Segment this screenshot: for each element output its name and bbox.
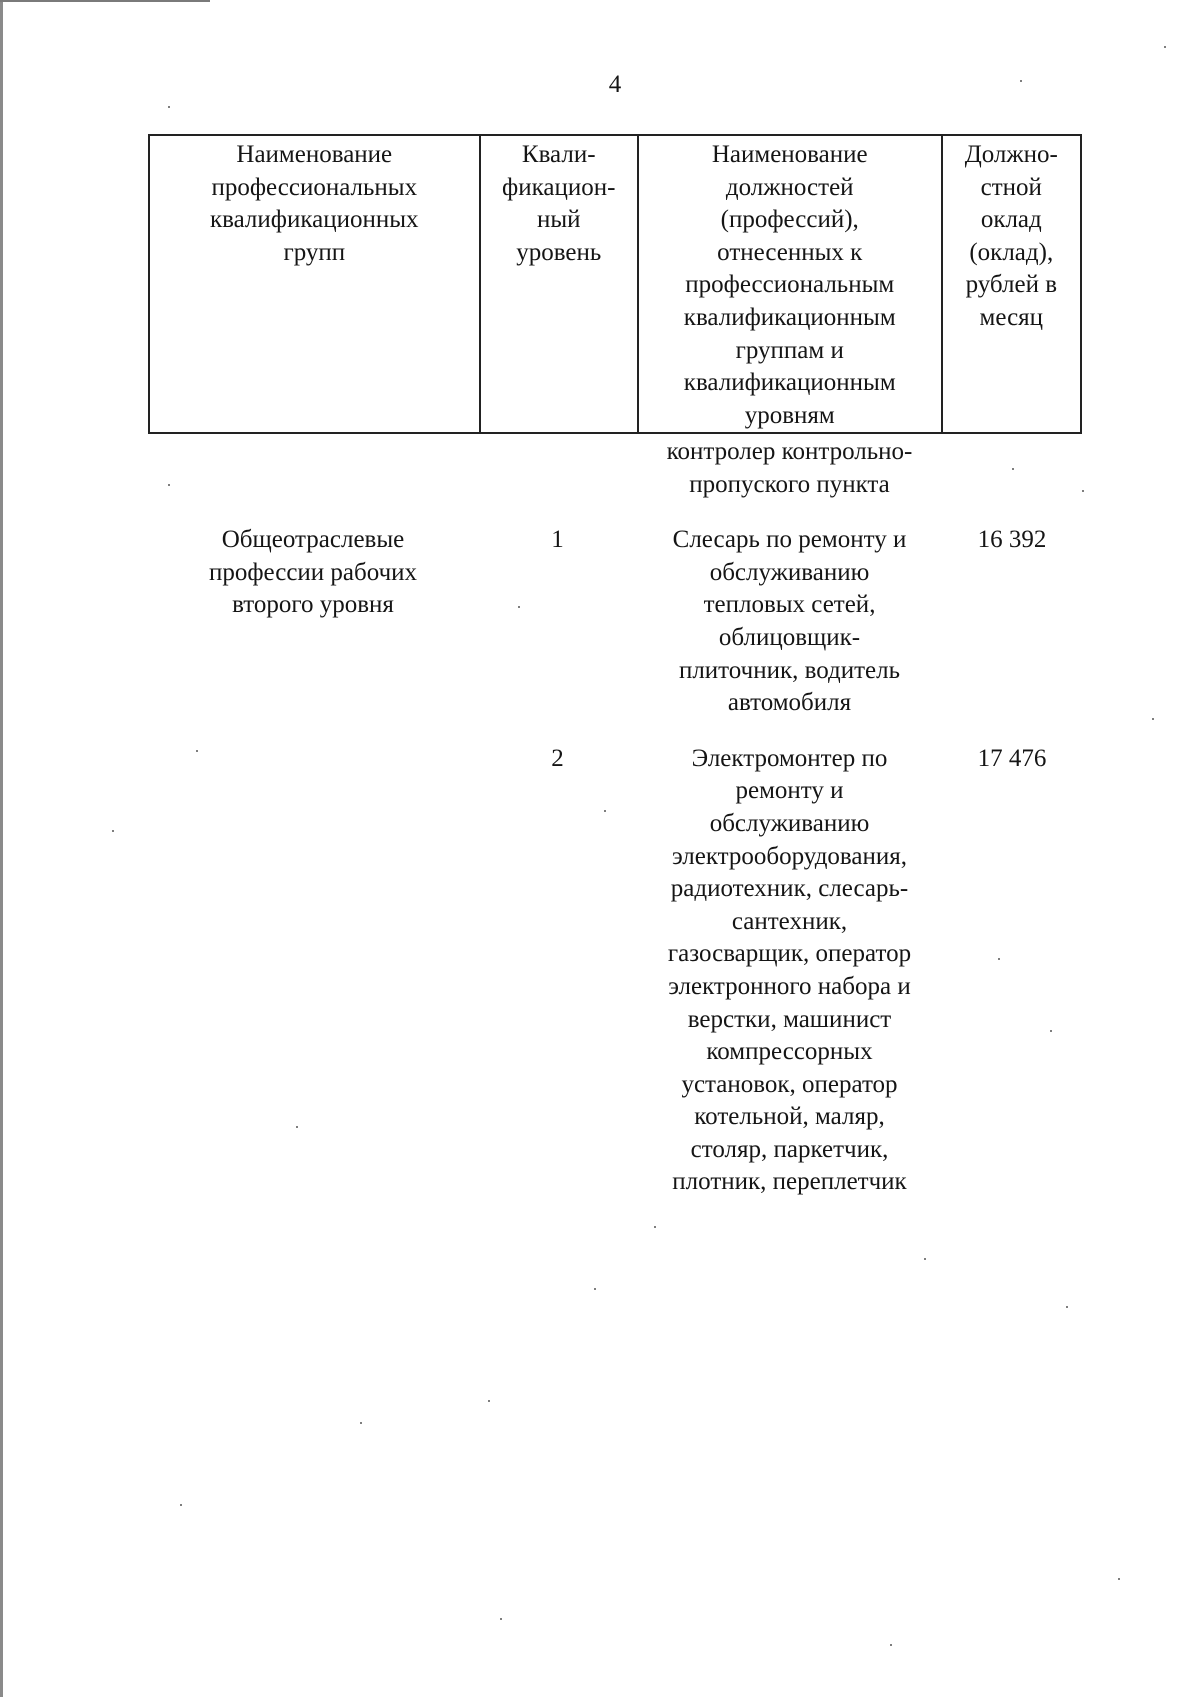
- positions-line: плиточник, водитель: [678, 656, 901, 684]
- scan-speck: [168, 106, 170, 108]
- scan-speck: [594, 1288, 596, 1290]
- positions-line: обслуживанию: [709, 558, 870, 586]
- header-line: групп: [283, 238, 346, 266]
- header-line: Должно-: [964, 141, 1058, 168]
- header-line: квалификационным: [683, 303, 896, 331]
- scan-speck: [998, 958, 1000, 960]
- positions-line: тепловых сетей,: [703, 591, 876, 619]
- header-line: профессиональным: [685, 271, 895, 299]
- scan-speck: [1050, 1030, 1052, 1032]
- header-line: должностей: [725, 173, 854, 201]
- positions-line: сантехник,: [731, 907, 848, 935]
- scan-speck: [112, 830, 114, 832]
- scan-speck: [924, 1258, 926, 1260]
- positions-line: котельной, маляр,: [694, 1103, 885, 1131]
- positions-cell: [637, 524, 942, 720]
- scan-speck: [890, 1644, 892, 1646]
- header-group-name: [150, 136, 479, 432]
- group-cell: [148, 743, 478, 1199]
- level-cell: [478, 436, 637, 501]
- header-line: Наименование: [236, 141, 393, 168]
- positions-line: плотник, переплетчик: [672, 1168, 907, 1196]
- positions-line: установок, оператор: [681, 1070, 898, 1098]
- positions-line: автомобиля: [727, 689, 852, 717]
- table-row: [148, 743, 1082, 1199]
- positions-line: ремонту и: [735, 777, 844, 805]
- header-line: (профессий),: [720, 206, 859, 234]
- table-row: [148, 524, 1082, 720]
- group-line: второго уровня: [232, 591, 394, 619]
- salary-cell: 17 476: [977, 744, 1047, 772]
- table-header-row: [148, 134, 1082, 434]
- scan-speck: [360, 1422, 362, 1424]
- header-line: рублей в: [965, 271, 1058, 299]
- header-line: ный: [536, 206, 581, 234]
- header-line: квалификационных: [210, 206, 419, 234]
- scan-edge-left: [0, 0, 3, 1697]
- scan-speck: [654, 1226, 656, 1228]
- positions-cell: [637, 743, 942, 1199]
- header-line: Квали-: [521, 141, 596, 168]
- positions-line: столяр, паркетчик,: [690, 1135, 889, 1163]
- group-cell: [148, 524, 478, 720]
- scan-speck: [296, 1126, 298, 1128]
- group-cell: [148, 436, 478, 501]
- scan-speck: [1012, 468, 1014, 470]
- scan-speck: [1118, 1578, 1120, 1580]
- level-cell: 2: [551, 744, 564, 772]
- header-line: уровень: [516, 238, 602, 266]
- header-line: (оклад),: [969, 238, 1054, 266]
- header-line: фикацион-: [502, 173, 616, 201]
- positions-line: электронного набора и: [668, 972, 911, 1000]
- scan-speck: [1164, 46, 1166, 48]
- header-line: стной: [980, 173, 1042, 201]
- positions-line: Слесарь по ремонту и: [672, 526, 907, 554]
- positions-line: верстки, машинист: [687, 1005, 892, 1033]
- header-line: Наименование: [711, 141, 868, 168]
- table-row-carryover: [148, 436, 1082, 501]
- scan-speck: [180, 1504, 182, 1506]
- scan-speck: [196, 750, 198, 752]
- scan-speck: [168, 484, 170, 486]
- positions-line: компрессорных: [706, 1038, 873, 1066]
- salary-table: [148, 134, 1082, 1199]
- scan-speck: [488, 1400, 490, 1402]
- scan-speck: [1082, 490, 1084, 492]
- header-line: группам и: [735, 336, 844, 364]
- positions-line: радиотехник, слесарь-: [670, 875, 909, 903]
- scan-speck: [604, 810, 606, 812]
- header-line: оклад: [980, 206, 1042, 234]
- header-line: профессиональных: [211, 173, 418, 201]
- level-cell: 1: [551, 526, 564, 554]
- header-line: отнесенных к: [717, 238, 863, 266]
- scan-speck: [500, 1618, 502, 1620]
- positions-line: пропуского пункта: [689, 470, 890, 498]
- scan-speck: [1152, 718, 1154, 720]
- scan-edge-top: [0, 0, 210, 2]
- positions-line: контролер контрольно-: [666, 438, 913, 465]
- header-line: месяц: [979, 303, 1044, 331]
- scan-speck: [1066, 1306, 1068, 1308]
- group-line: профессии рабочих: [208, 558, 418, 586]
- positions-line: облицовщик-: [718, 623, 861, 651]
- salary-cell: 16 392: [977, 526, 1047, 554]
- positions-line: Электромонтер по: [691, 744, 888, 772]
- header-line: квалификационным: [683, 369, 896, 397]
- positions-line: электрооборудования,: [671, 842, 907, 870]
- scan-speck: [1020, 80, 1022, 82]
- scan-speck: [518, 606, 520, 608]
- group-line: Общеотраслевые: [221, 526, 405, 554]
- positions-cell: [637, 436, 942, 501]
- positions-line: обслуживанию: [709, 809, 870, 837]
- header-line: уровням: [744, 401, 835, 429]
- page-number: 4: [608, 71, 622, 98]
- positions-line: газосварщик, оператор: [667, 940, 912, 968]
- header-positions: [637, 136, 941, 432]
- header-salary: [941, 136, 1080, 432]
- header-qualification-level: [479, 136, 637, 432]
